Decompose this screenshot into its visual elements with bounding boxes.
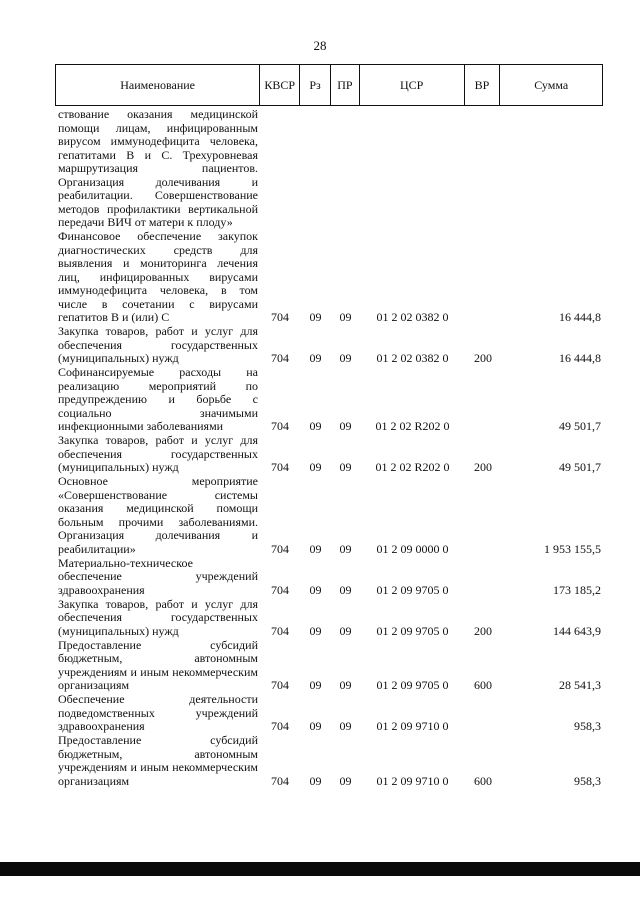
row-pr: 09 xyxy=(339,773,352,788)
row-sum: 16 444,8 xyxy=(559,310,601,324)
row-name: Основное мероприятие «Совершенствование системы оказания медицинской помощи больным прочими заболеваниями. Организация долечивания и реабилитации» xyxy=(58,474,258,556)
table-row xyxy=(55,734,603,788)
row-name: Предоставление субсидий бюджетным, автономным учреждениям и иным некоммерческим организациям xyxy=(58,733,258,788)
row-rz: 09 xyxy=(309,623,322,638)
row-kvsr: 704 xyxy=(271,773,289,788)
row-vr: 600 xyxy=(474,773,492,788)
row-vr xyxy=(465,557,501,598)
row-pr: 09 xyxy=(339,582,352,597)
row-sum xyxy=(501,108,603,230)
row-vr xyxy=(465,366,501,434)
row-pr xyxy=(331,108,360,230)
row-kvsr: 704 xyxy=(271,678,289,692)
row-kvsr: 704 xyxy=(271,310,289,324)
table-row xyxy=(55,598,603,639)
row-rz: 09 xyxy=(309,310,322,324)
row-vr: 200 xyxy=(474,351,492,365)
row-csr: 01 2 02 R202 0 xyxy=(375,419,450,433)
row-kvsr: 704 xyxy=(271,460,289,474)
row-name: Закупка товаров, работ и услуг для обеспечения государственных (муниципальных) нужд xyxy=(58,433,258,474)
header-pr: ПР xyxy=(331,65,360,105)
row-rz: 09 xyxy=(309,678,322,692)
row-vr: 200 xyxy=(474,460,492,474)
table-row xyxy=(55,366,603,434)
row-csr: 01 2 02 0382 0 xyxy=(376,351,449,365)
row-kvsr: 704 xyxy=(271,541,289,556)
row-name: Закупка товаров, работ и услуг для обеспечения государственных (муниципальных) нужд xyxy=(58,596,258,638)
row-pr: 09 xyxy=(339,719,352,733)
header-vr: ВР xyxy=(465,65,501,105)
row-pr: 09 xyxy=(339,623,352,638)
row-csr: 01 2 09 9710 0 xyxy=(376,773,449,788)
row-csr xyxy=(360,108,465,230)
table-body xyxy=(55,108,603,788)
row-vr xyxy=(465,475,501,556)
row-pr: 09 xyxy=(339,460,352,474)
table-header xyxy=(55,64,603,106)
table-row xyxy=(55,475,603,556)
row-rz: 09 xyxy=(309,541,322,556)
table-row xyxy=(55,230,603,325)
row-csr: 01 2 02 0382 0 xyxy=(376,310,449,324)
row-pr: 09 xyxy=(339,310,352,324)
row-sum: 28 541,3 xyxy=(559,678,601,692)
row-sum: 958,3 xyxy=(574,773,601,788)
row-rz: 09 xyxy=(309,351,322,365)
table-row xyxy=(55,639,603,693)
row-csr: 01 2 09 9705 0 xyxy=(376,623,449,638)
row-kvsr: 704 xyxy=(271,351,289,365)
row-kvsr xyxy=(260,108,300,230)
header-name: Наименование xyxy=(56,65,260,105)
row-sum: 16 444,8 xyxy=(559,351,601,365)
row-name: ствование оказания медицинской помощи лицам, инфицированным вирусом иммунодефицита человека, гепатитами В и С. Трехуровневая маршрутизация пациентов. Организация долечивания и реабилитации. Совершенствование методов профилактики вертикальной передачи ВИЧ от матери к плоду» xyxy=(58,107,258,229)
row-sum: 49 501,7 xyxy=(559,419,601,433)
row-csr: 01 2 09 9705 0 xyxy=(376,678,449,692)
row-pr: 09 xyxy=(339,541,352,556)
row-sum: 958,3 xyxy=(574,719,601,733)
row-csr: 01 2 02 R202 0 xyxy=(375,460,450,474)
row-name: Софинансируемые расходы на реализацию мероприятий по предупреждению и борьбе с социально значимыми инфекционными заболеваниями xyxy=(58,365,258,433)
row-rz xyxy=(300,108,331,230)
row-vr: 200 xyxy=(474,623,492,638)
header-csr: ЦСР xyxy=(360,65,465,105)
header-rz: Рз xyxy=(300,65,331,105)
header-sum: Сумма xyxy=(534,77,569,92)
row-rz: 09 xyxy=(309,460,322,474)
row-vr xyxy=(465,108,501,230)
row-pr: 09 xyxy=(339,678,352,692)
row-name: Финансовое обеспечение закупок диагностических средств для выявления и мониторинга лечения лиц, инфицированных вирусами иммунодефицита человека, в том числе в сочетании с вирусами гепатитов В и (или) С xyxy=(58,229,258,324)
row-rz: 09 xyxy=(309,719,322,733)
scan-edge-bar xyxy=(0,862,640,876)
row-vr xyxy=(465,230,501,325)
row-sum: 144 643,9 xyxy=(553,623,601,638)
row-sum: 173 185,2 xyxy=(553,582,601,597)
table-row xyxy=(55,325,603,366)
row-name: Материально-техническое обеспечение учреждений здравоохранения xyxy=(58,555,258,597)
row-kvsr: 704 xyxy=(271,623,289,638)
row-csr: 01 2 09 9710 0 xyxy=(376,719,449,733)
page-number: 28 xyxy=(313,38,327,53)
table-row xyxy=(55,557,603,598)
row-kvsr: 704 xyxy=(271,419,289,433)
row-vr xyxy=(465,693,501,734)
row-sum: 1 953 155,5 xyxy=(544,541,601,556)
row-sum: 49 501,7 xyxy=(559,460,601,474)
row-kvsr: 704 xyxy=(271,582,289,597)
row-name: Закупка товаров, работ и услуг для обеспечения государственных (муниципальных) нужд xyxy=(58,324,258,365)
row-name: Предоставление субсидий бюджетным, автономным учреждениям и иным некоммерческим организациям xyxy=(58,637,258,692)
header-kvsr: КВСР xyxy=(260,65,300,105)
row-rz: 09 xyxy=(309,419,322,433)
row-rz: 09 xyxy=(309,582,322,597)
row-pr: 09 xyxy=(339,351,352,365)
table-row xyxy=(55,108,603,230)
row-kvsr: 704 xyxy=(271,719,289,733)
row-vr: 600 xyxy=(474,678,492,692)
table-row xyxy=(55,693,603,734)
row-name: Обеспечение деятельности подведомственных учреждений здравоохранения xyxy=(58,692,258,733)
row-csr: 01 2 09 0000 0 xyxy=(376,541,449,556)
table-row xyxy=(55,434,603,475)
row-csr: 01 2 09 9705 0 xyxy=(376,582,449,597)
row-rz: 09 xyxy=(309,773,322,788)
row-pr: 09 xyxy=(339,419,352,433)
